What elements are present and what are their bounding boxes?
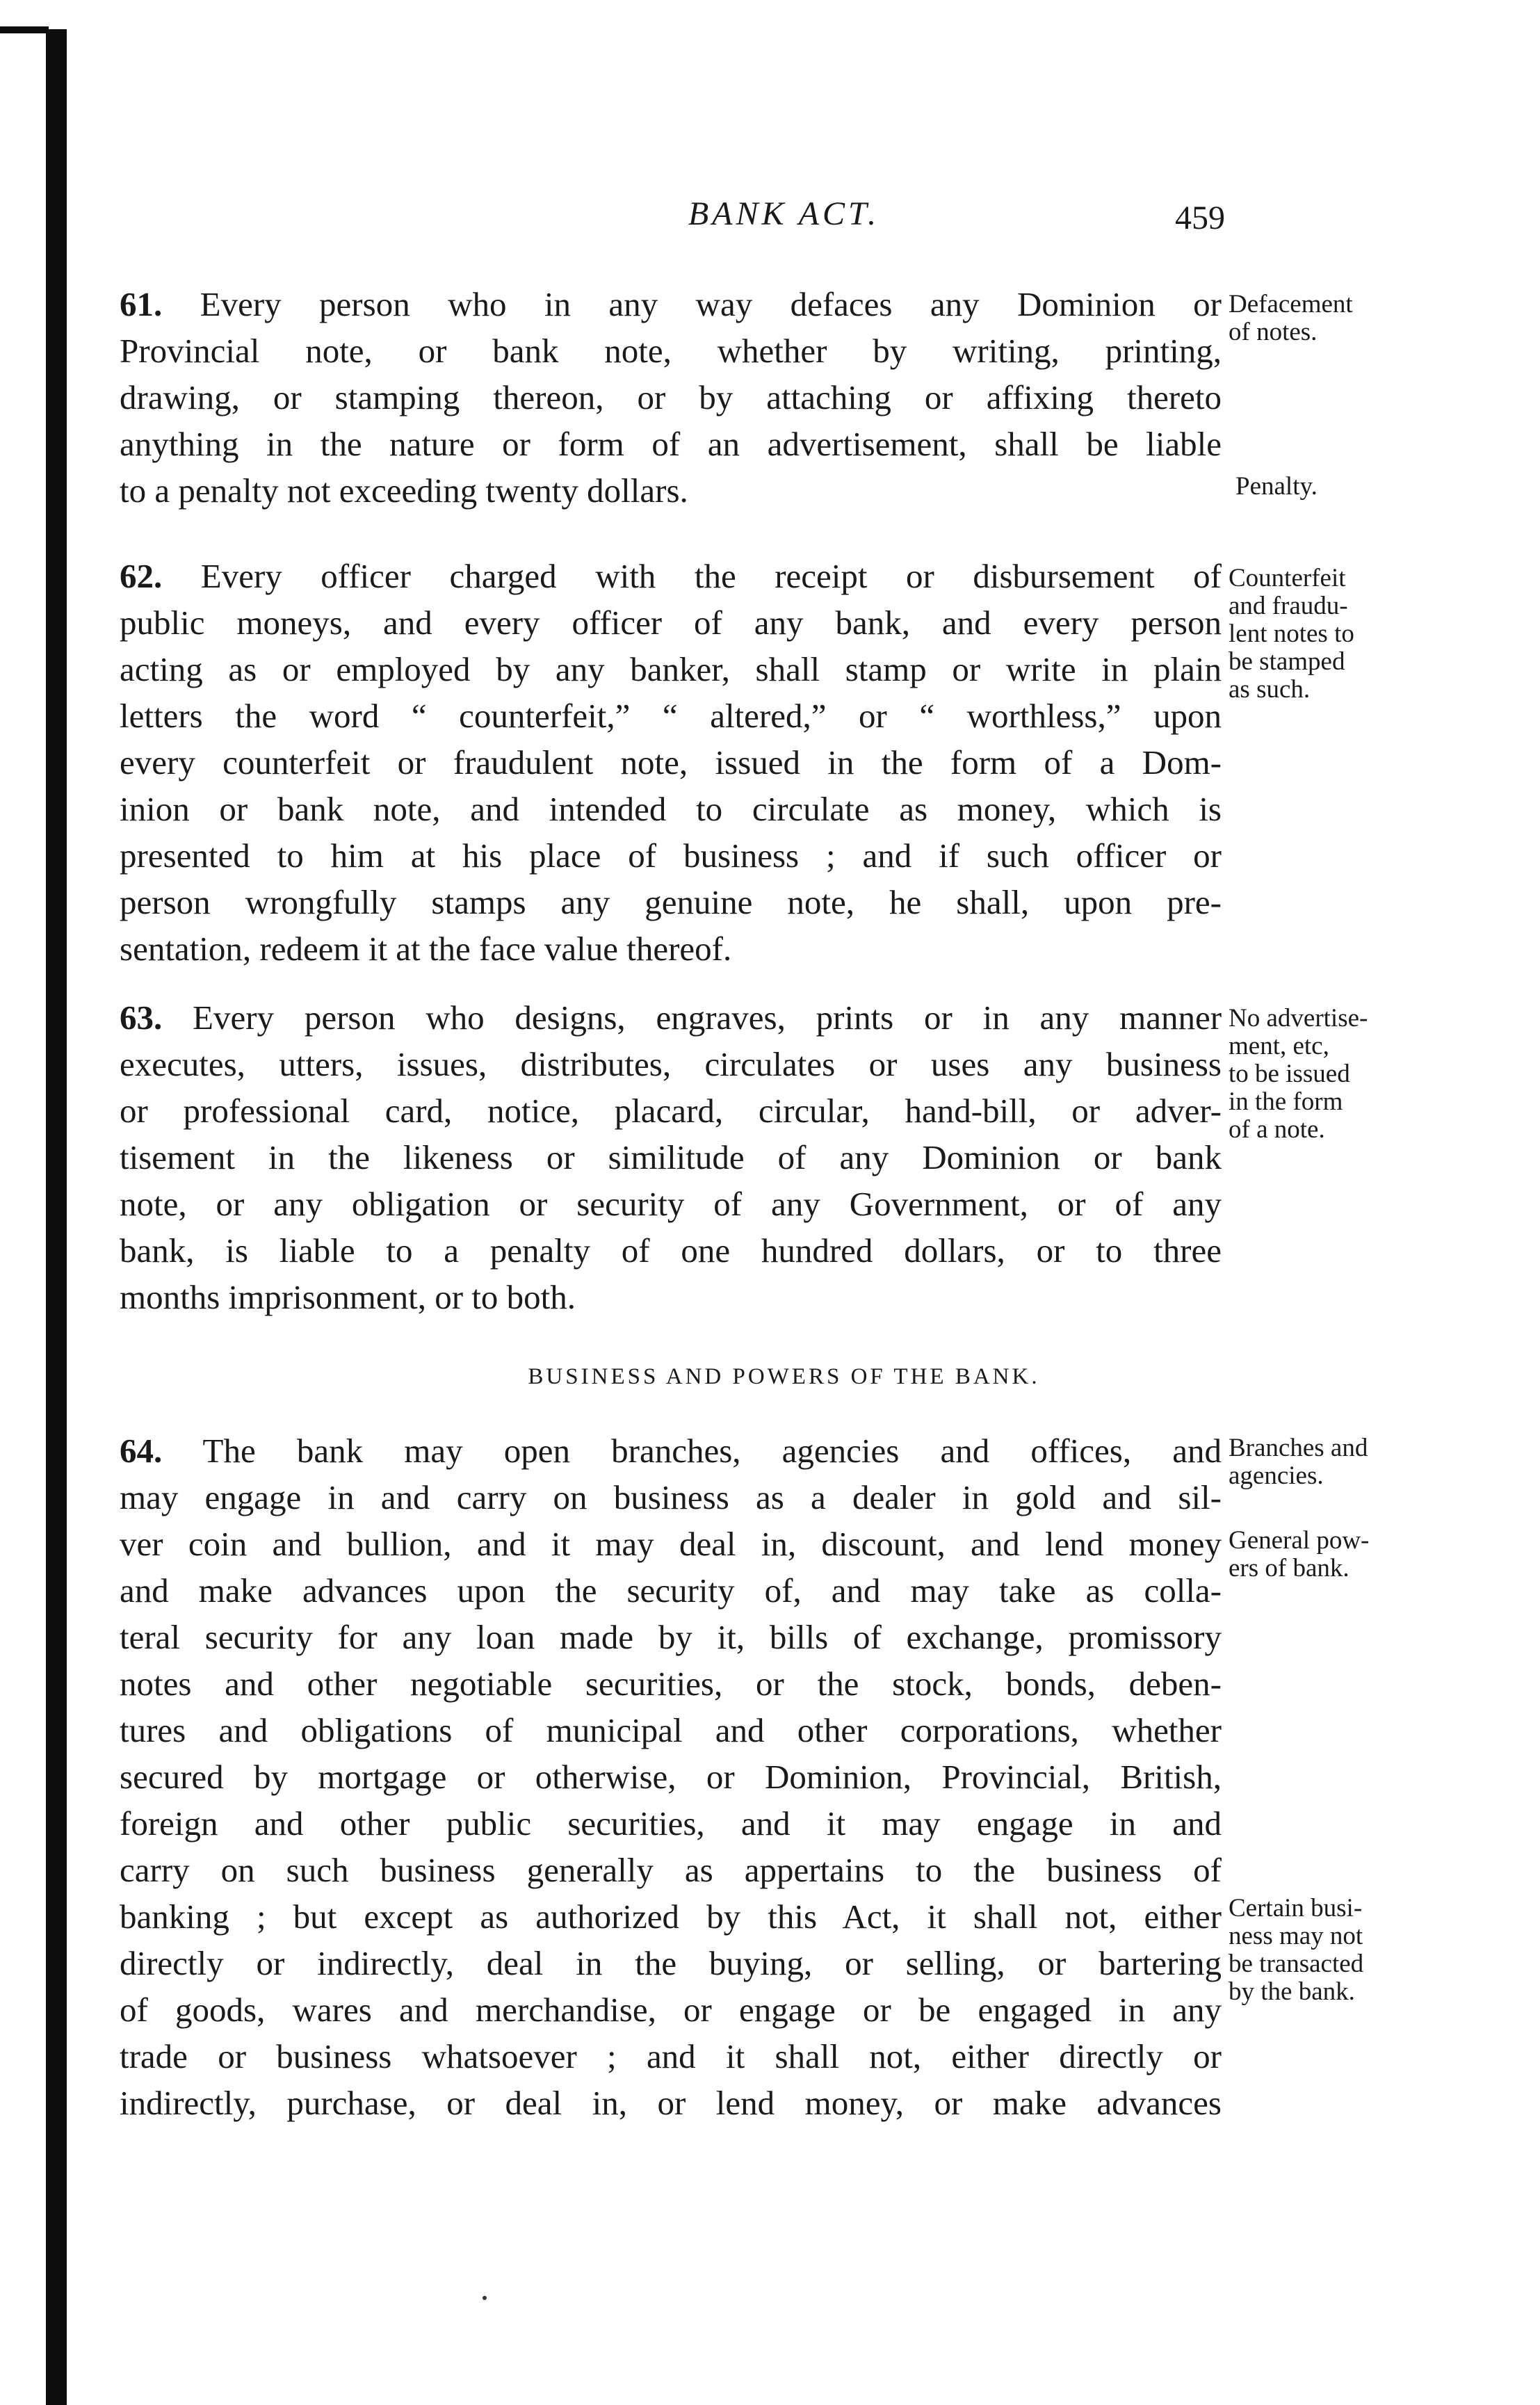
section-line: Provincial note, or bank note, whether by writing, printing, — [120, 332, 1222, 370]
subheading: BUSINESS AND POWERS OF THE BANK. — [528, 1364, 1040, 1389]
binding-edge — [46, 29, 67, 2405]
section-line: every counterfeit or fraudulent note, issued in the form of a Dom- — [120, 743, 1222, 782]
section-line: 62. Every officer charged with the receipt or disbursement of — [120, 557, 1222, 595]
section-line: executes, utters, issues, distributes, circulates or uses any business — [120, 1045, 1222, 1083]
section-line: inion or bank note, and intended to circulate as money, which is — [120, 790, 1222, 828]
section-line: presented to him at his place of business ; and if such officer or — [120, 836, 1222, 875]
section-line: ver coin and bullion, and it may deal in, discount, and lend money — [120, 1525, 1222, 1563]
section-number: 62. — [120, 557, 163, 595]
running-head-title: BANK ACT. — [688, 195, 880, 232]
section-line: 63. Every person who designs, engraves, prints or in any manner — [120, 998, 1222, 1037]
section-line: acting as or employed by any banker, shall stamp or write in plain — [120, 650, 1222, 688]
page-number: 459 — [1175, 200, 1225, 236]
section-line: person wrongfully stamps any genuine note, he shall, upon pre- — [120, 883, 1222, 921]
section-number: 63. — [120, 998, 163, 1037]
section-line: banking ; but except as authorized by this Act, it shall not, either — [120, 1897, 1222, 1936]
section-line: directly or indirectly, deal in the buying, or selling, or bartering — [120, 1944, 1222, 1982]
margin-note-penalty: Penalty. — [1235, 472, 1318, 501]
section-line: or professional card, notice, placard, circular, hand-bill, or adver- — [120, 1092, 1222, 1130]
margin-note-counterfeit: Counterfeit and fraudu- lent notes to be stamped as such. — [1229, 564, 1354, 704]
section-number: 61. — [120, 285, 163, 323]
section-line: and make advances upon the security of, and may take as colla- — [120, 1571, 1222, 1610]
section-line: sentation, redeem it at the face value thereof. — [120, 930, 732, 968]
section-line: notes and other negotiable securities, or the stock, bonds, deben- — [120, 1665, 1222, 1703]
section-line: tures and obligations of municipal and other corporations, whether — [120, 1711, 1222, 1749]
section-line: bank, is liable to a penalty of one hundred dollars, or to three — [120, 1231, 1222, 1270]
section-63 — [120, 994, 1222, 1320]
section-line: drawing, or stamping thereon, or by attaching or affixing thereto — [120, 378, 1222, 416]
section-line: note, or any obligation or security of any Government, or of any — [120, 1185, 1222, 1223]
section-line: foreign and other public securities, and it may engage in and — [120, 1804, 1222, 1843]
section-line: of goods, wares and merchandise, or engage or be engaged in any — [120, 1991, 1222, 2029]
section-line: anything in the nature or form of an advertisement, shall be liable — [120, 425, 1222, 463]
section-line: indirectly, purchase, or deal in, or lend money, or make advances — [120, 2084, 1222, 2122]
margin-note-general-powers: General pow- ers of bank. — [1229, 1526, 1370, 1582]
section-64 — [120, 1427, 1222, 2126]
section-line: may engage in and carry on business as a dealer in gold and sil- — [120, 1478, 1222, 1516]
section-line: carry on such business generally as appertains to the business of — [120, 1851, 1222, 1889]
section-line: 61. Every person who in any way defaces any Dominion or — [120, 285, 1222, 323]
section-line: secured by mortgage or otherwise, or Dominion, Provincial, British, — [120, 1758, 1222, 1796]
section-line: to a penalty not exceeding twenty dollars. — [120, 471, 688, 510]
section-line: letters the word “ counterfeit,” “ altered,” or “ worthless,” upon — [120, 697, 1222, 735]
section-line: public moneys, and every officer of any bank, and every person — [120, 604, 1222, 642]
section-number: 64. — [120, 1432, 163, 1470]
section-line: teral security for any loan made by it, bills of exchange, promissory — [120, 1618, 1222, 1656]
section-line: trade or business whatsoever ; and it shall not, either directly or — [120, 2037, 1222, 2075]
section-line: 64. The bank may open branches, agencies and offices, and — [120, 1432, 1222, 1470]
margin-note-no-advertisement: No advertise- ment, etc, to be issued in the form of a note. — [1229, 1004, 1368, 1144]
section-line: months imprisonment, or to both. — [120, 1278, 576, 1316]
margin-note-certain-business: Certain busi- ness may not be transacted by the bank. — [1229, 1894, 1364, 2006]
print-speck — [483, 2296, 487, 2300]
margin-note-branches: Branches and agencies. — [1229, 1434, 1368, 1490]
binding-edge-tick — [0, 26, 49, 33]
section-line: tisement in the likeness or similitude of any Dominion or bank — [120, 1138, 1222, 1176]
section-62 — [120, 553, 1222, 972]
section-61 — [120, 281, 1222, 514]
margin-note-defacement: Defacement of notes. — [1229, 290, 1353, 346]
